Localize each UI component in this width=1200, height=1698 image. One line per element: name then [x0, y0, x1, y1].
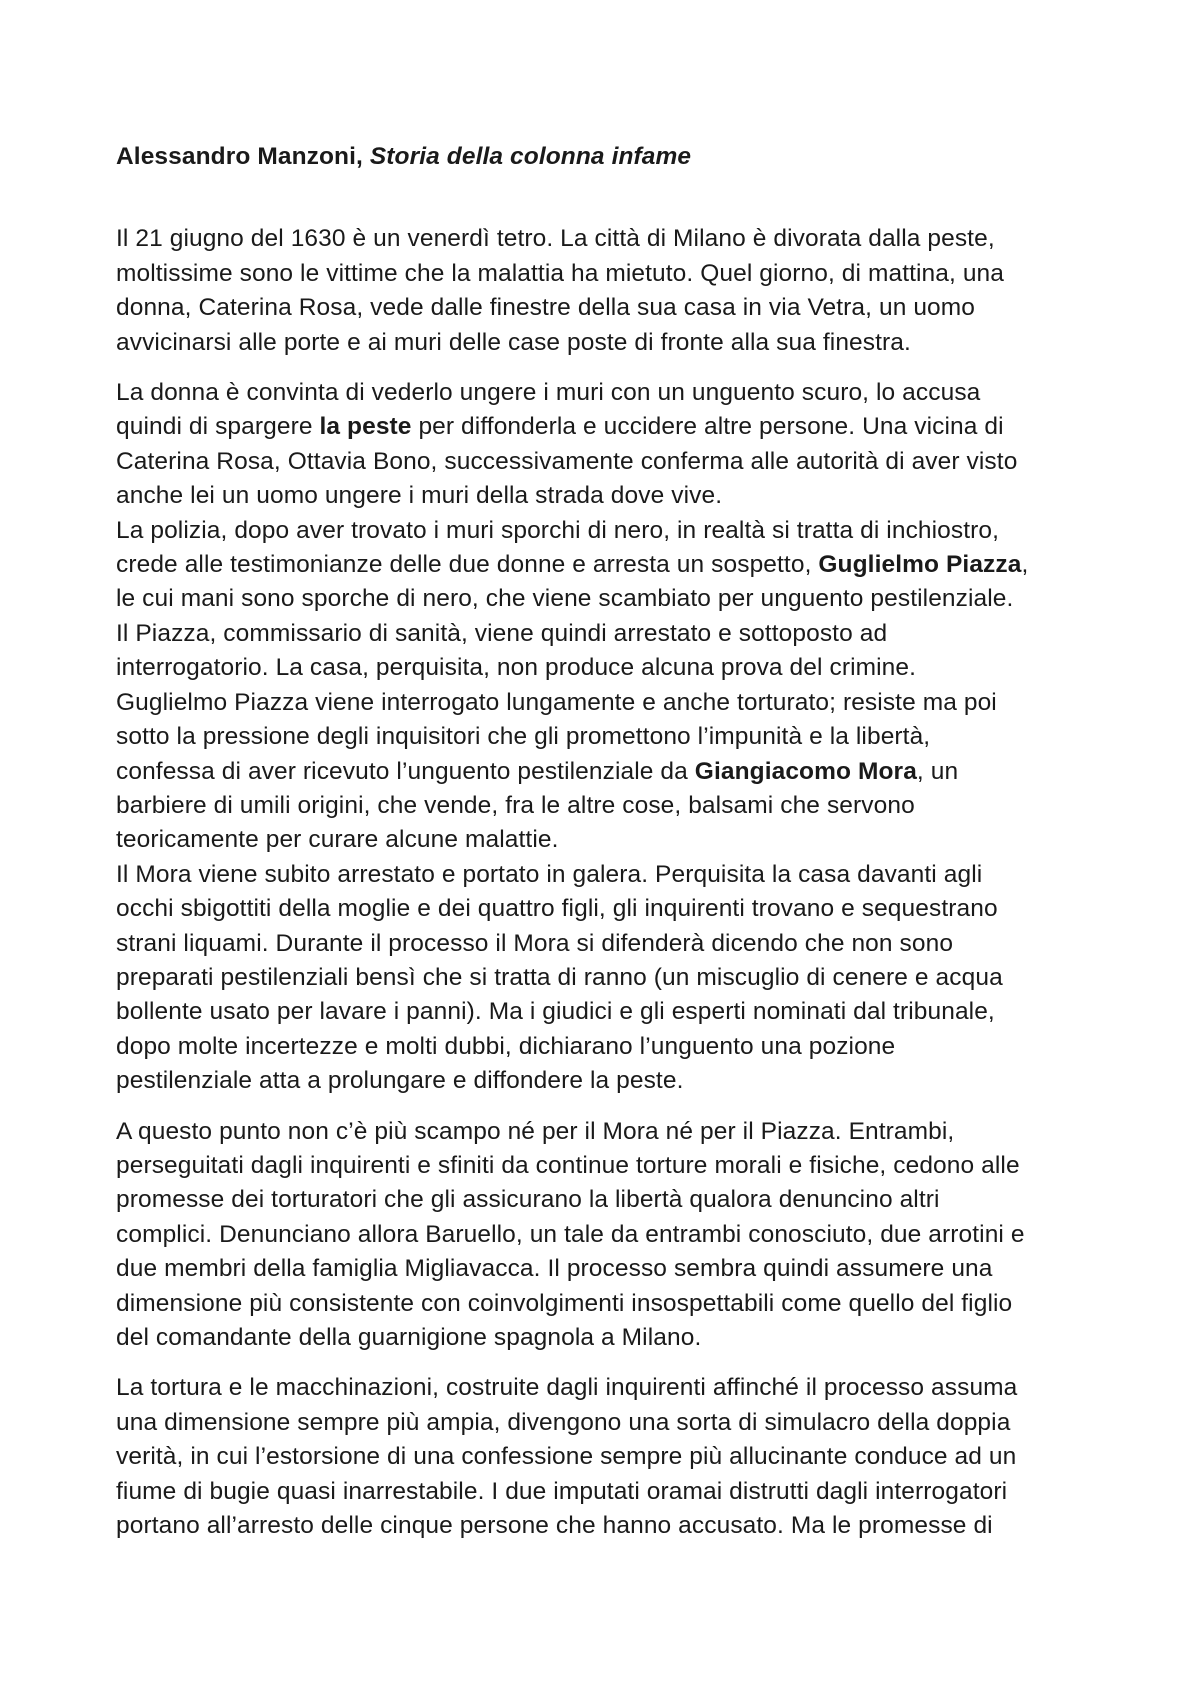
text-segment: barbiere di umili origini, che vende, fra le altre cose, balsami che servono	[116, 791, 915, 819]
text-line	[116, 445, 1116, 479]
text-line	[116, 651, 1116, 685]
text-segment: le cui mani sono sporche di nero, che viene scambiato per unguento pestilenziale.	[116, 585, 1014, 613]
text-line	[116, 1440, 1116, 1474]
text-segment: donna, Caterina Rosa, vede dalle finestre della sua casa in via Vetra, un uomo	[116, 294, 976, 322]
text-segment: confessa di aver ricevuto l’unguento pestilenziale da	[116, 757, 695, 785]
text-segment: bollente usato per lavare i panni). Ma i giudici e gli esperti nominati dal tribunale,	[116, 998, 995, 1026]
text-segment: moltissime sono le vittime che la malattia ha mietuto. Quel giorno, di mattina, una	[116, 259, 1004, 287]
text-segment: dopo molte incertezze e molti dubbi, dichiarano l’unguento una pozione	[116, 1032, 896, 1060]
text-line	[116, 892, 1116, 926]
text-line	[116, 1371, 1116, 1405]
text-segment: sotto la pressione degli inquisitori che gli promettono l’impunità e la libertà,	[116, 723, 931, 751]
text-segment: crede alle testimonianze delle due donne e arresta un sospetto,	[116, 551, 819, 579]
text-line	[116, 995, 1116, 1029]
title-author: Alessandro Manzoni,	[116, 143, 363, 170]
text-line	[116, 222, 1116, 256]
text-line	[116, 1406, 1116, 1440]
text-line	[116, 514, 1116, 548]
paragraph	[116, 1115, 1116, 1356]
text-segment: La polizia, dopo aver trovato i muri sporchi di nero, in realtà si tratta di inchiostro,	[116, 516, 1000, 544]
text-segment: occhi sbigottiti della moglie e dei quattro figli, gli inquirenti trovano e sequestrano	[116, 895, 998, 923]
text-segment: ,	[1021, 551, 1029, 579]
text-segment: per diffonderla e uccidere altre persone. Una vicina di	[411, 413, 1004, 441]
text-line	[116, 927, 1116, 961]
text-line	[116, 376, 1116, 410]
text-segment: Caterina Rosa, Ottavia Bono, successivamente conferma alle autorità di aver visto	[116, 447, 1018, 475]
text-line	[116, 755, 1116, 789]
text-line	[116, 548, 1116, 582]
text-segment: verità, in cui l’estorsione di una confessione sempre più allucinante conduce ad un	[116, 1443, 1017, 1471]
text-segment: complici. Denunciano allora Baruello, un tale da entrambi conosciuto, due arrotini e	[116, 1220, 1025, 1248]
text-segment: preparati pestilenziali bensì che si tratta di ranno (un miscuglio di cenere e acqua	[116, 963, 1003, 991]
text-segment: due membri della famiglia Migliavacca. Il processo sembra quindi assumere una	[116, 1255, 993, 1283]
text-segment: promesse dei torturatori che gli assicurano la libertà qualora denuncino altri	[116, 1186, 940, 1214]
text-line	[116, 479, 1116, 513]
bold-term: la peste	[319, 413, 412, 441]
text-line	[116, 1287, 1116, 1321]
text-segment: avvicinarsi alle porte e ai muri delle case poste di fronte alla sua finestra.	[116, 328, 911, 356]
text-segment: strani liquami. Durante il processo il Mora si difenderà dicendo che non sono	[116, 929, 954, 957]
text-line	[116, 1321, 1116, 1355]
text-segment: , un	[916, 757, 959, 785]
text-line	[116, 1509, 1116, 1543]
text-segment: quindi di spargere	[116, 413, 320, 441]
text-segment: dimensione più consistente con coinvolgimenti insospettabili come quello del figlio	[116, 1289, 1013, 1317]
text-line	[116, 1030, 1116, 1064]
text-line	[116, 961, 1116, 995]
text-segment: anche lei un uomo ungere i muri della strada dove vive.	[116, 482, 723, 510]
text-segment: La donna è convinta di vederlo ungere i muri con un unguento scuro, lo accusa	[116, 379, 981, 407]
text-line	[116, 823, 1116, 857]
title-work: Storia della colonna infame	[369, 143, 692, 170]
text-line	[116, 1475, 1116, 1509]
paragraph	[116, 1371, 1116, 1543]
paragraph	[116, 514, 1116, 617]
paragraph	[116, 686, 1116, 858]
text-segment: Il Mora viene subito arrestato e portato in galera. Perquisita la casa davanti agli	[116, 860, 983, 888]
text-segment: del comandante della guarnigione spagnola a Milano.	[116, 1324, 702, 1351]
text-line	[116, 1183, 1116, 1217]
text-segment: fiume di bugie quasi inarrestabile. I due imputati oramai distrutti dagli interrogatori	[116, 1477, 1008, 1505]
text-segment: interrogatorio. La casa, perquisita, non produce alcuna prova del crimine.	[116, 654, 917, 682]
text-segment: A questo punto non c’è più scampo né per il Mora né per il Piazza. Entrambi,	[116, 1117, 955, 1145]
text-line	[116, 858, 1116, 892]
text-segment: pestilenziale atta a prolungare e diffondere la peste.	[116, 1067, 684, 1095]
text-line	[116, 1115, 1116, 1149]
text-line	[116, 1252, 1116, 1286]
text-line	[116, 582, 1116, 616]
text-segment: una dimensione sempre più ampia, divengono una sorta di simulacro della doppia	[116, 1408, 1011, 1436]
paragraphs	[116, 222, 1116, 1543]
text-line	[116, 1149, 1116, 1183]
paragraph	[116, 222, 1116, 360]
bold-term: Guglielmo Piazza	[818, 551, 1022, 579]
text-line	[116, 1218, 1116, 1252]
bold-term: Giangiacomo Mora	[694, 757, 917, 785]
paragraph	[116, 858, 1116, 1099]
text-line	[116, 720, 1116, 754]
text-line	[116, 686, 1116, 720]
text-segment: Il 21 giugno del 1630 è un venerdì tetro. La città di Milano è divorata dalla peste,	[116, 225, 995, 253]
text-line	[116, 326, 1116, 360]
text-line	[116, 257, 1116, 291]
text-line	[116, 410, 1116, 444]
text-line	[116, 789, 1116, 823]
text-segment: Guglielmo Piazza viene interrogato lungamente e anche torturato; resiste ma poi	[116, 688, 997, 716]
text-segment: Il Piazza, commissario di sanità, viene quindi arrestato e sottoposto ad	[116, 619, 888, 647]
paragraph	[116, 376, 1116, 514]
text-segment: portano all’arresto delle cinque persone che hanno accusato. Ma le promesse di	[116, 1512, 993, 1540]
text-segment: perseguitati dagli inquirenti e sfiniti da continue torture morali e fisiche, cedono alle	[116, 1151, 1020, 1179]
text-line	[116, 617, 1116, 651]
text-line	[116, 291, 1116, 325]
text-line	[116, 1064, 1116, 1098]
document-title	[116, 140, 1116, 174]
text-segment: La tortura e le macchinazioni, costruite dagli inquirenti affinché il processo assuma	[116, 1374, 1018, 1402]
paragraph	[116, 617, 1116, 686]
text-segment: teoricamente per curare alcune malattie.	[116, 826, 559, 854]
document-body	[116, 140, 1116, 1543]
